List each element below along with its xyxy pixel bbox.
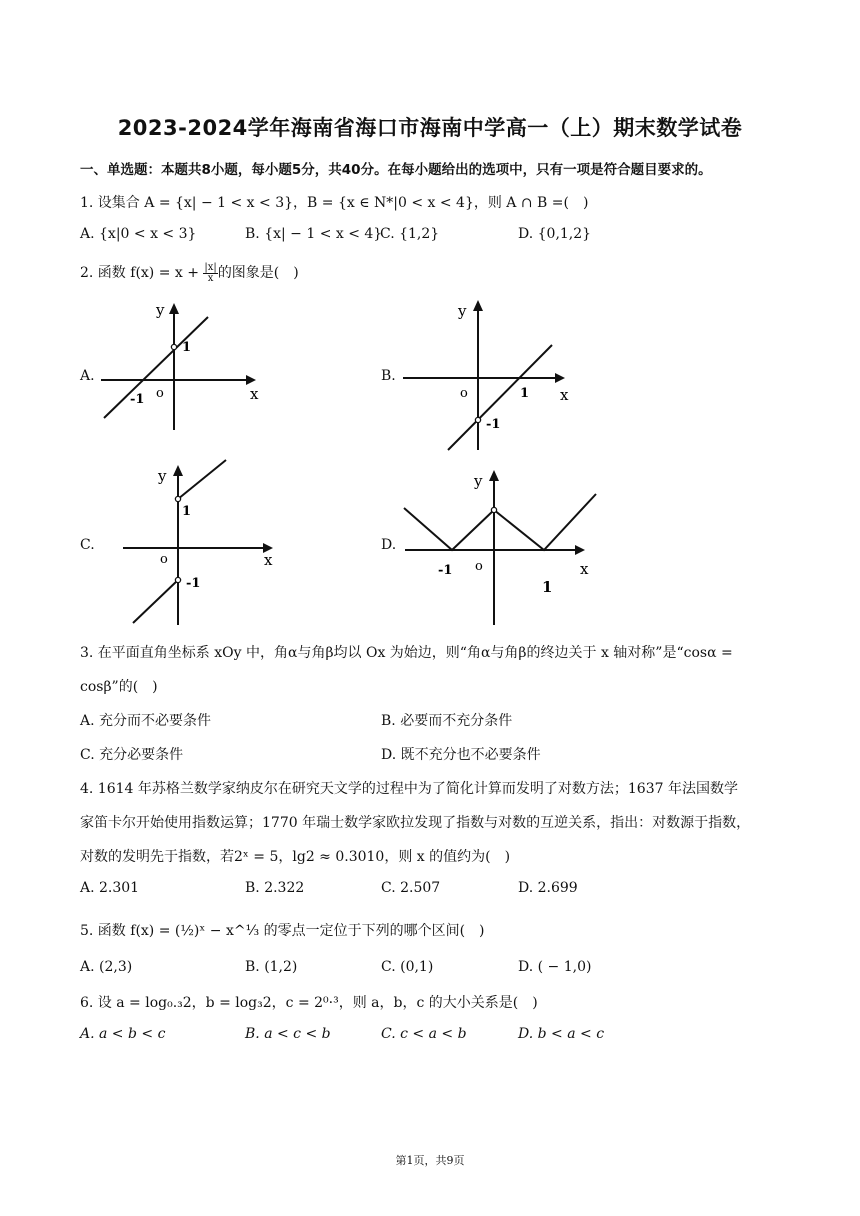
q4-option-a: A. 2.301 [80,880,140,896]
q6-option-c: C. c < a < b [381,1026,467,1042]
graph-d-x-label: x [580,560,589,578]
q1-option-d: D. {0,1,2} [518,226,592,242]
graph-a-x-label: x [250,385,259,403]
graph-c [118,455,288,630]
graph-b-tick-1: 1 [520,386,530,401]
q5-option-b: B. (1,2) [245,959,298,975]
graph-c-tick-1: 1 [182,504,192,519]
graph-b-tick-neg1: -1 [486,417,501,432]
question-1-stem: 1. 设集合 A = {x| − 1 < x < 3}，B = {x ∈ N*|0 < x < 4}，则 A ∩ B =( ) [80,195,589,211]
q3-option-b: B. 必要而不充分条件 [381,713,513,729]
graph-a [96,295,276,435]
graph-d [400,460,600,630]
q2-option-d-label: D. [381,537,397,553]
q4-option-b: B. 2.322 [245,880,305,896]
q2-stem-pre: 2. 函数 f(x) = x + [80,265,204,281]
graph-a-y-label: y [156,301,165,319]
question-4-line3: 对数的发明先于指数，若2ˣ = 5，lg2 ≈ 0.3010，则 x 的值约为( ) [80,849,511,865]
q2-option-c-label: C. [80,537,95,553]
q2-option-b-label: B. [381,368,396,384]
q6-option-b: B. a < c < b [245,1026,331,1042]
q1-option-b: B. {x| − 1 < x < 4} [245,226,383,242]
q4-option-c: C. 2.507 [381,880,441,896]
graph-d-y-label: y [474,472,483,490]
section-heading: 一、单选题：本题共8小题，每小题5分，共40分。在每小题给出的选项中，只有一项是符合题目要求的。 [80,162,712,178]
graph-d-tick-neg1: -1 [438,563,453,578]
page-title: 2023-2024学年海南省海口市海南中学高一（上）期末数学试卷 [117,116,743,140]
graph-b-origin: o [460,386,468,401]
q3-option-d: D. 既不充分也不必要条件 [381,747,541,763]
q2-fraction [203,263,217,284]
graph-d-tick-1: 1 [542,578,553,596]
q1-option-c: C. {1,2} [380,226,440,242]
page-footer: 第1页，共9页 [395,1154,465,1167]
q5-option-c: C. (0,1) [381,959,434,975]
q4-option-d: D. 2.699 [518,880,578,896]
graph-d-origin: o [475,559,483,574]
question-4-line1: 4. 1614 年苏格兰数学家纳皮尔在研究天文学的过程中为了简化计算而发明了对数方法；1637 年法国数学 [80,781,738,797]
q2-frac-num: |x| [204,261,217,273]
graph-b [398,290,583,455]
graph-b-y-label: y [458,302,467,320]
q5-option-a: A. (2,3) [80,959,133,975]
graph-a-tick-1: 1 [182,340,192,355]
q3-option-c: C. 充分必要条件 [80,747,184,763]
graph-a-origin: o [156,386,164,401]
q2-option-a-label: A. [80,368,95,384]
question-4-line2: 家笛卡尔开始使用指数运算；1770 年瑞士数学家欧拉发现了指数与对数的互逆关系，指出：对数源于指数， [80,815,751,831]
q2-stem-post: 的图象是( ) [217,265,299,281]
q6-option-d: D. b < a < c [518,1026,605,1042]
question-5-stem: 5. 函数 f(x) = (½)ˣ − x^⅓ 的零点一定位于下列的哪个区间( ) [80,923,485,939]
q6-option-a: A. a < b < c [80,1026,166,1042]
graph-c-x-label: x [264,551,273,569]
question-6-stem: 6. 设 a = log₀.₃2，b = log₃2，c = 2⁰·³，则 a，b，c 的大小关系是( ) [80,995,538,1011]
q3-option-a: A. 充分而不必要条件 [80,713,212,729]
graph-a-tick-neg1: -1 [130,392,145,407]
question-2-stem [80,262,299,284]
question-3-stem-line1: 3. 在平面直角坐标系 xOy 中，角α与角β均以 Ox 为始边，则“角α与角β的终边关于 x 轴对称”是“cosα = [80,645,733,661]
graph-b-x-label: x [560,386,569,404]
graph-c-y-label: y [158,467,167,485]
q5-option-d: D. ( − 1,0) [518,959,592,975]
question-3-stem-line2: cosβ”的( ) [80,679,158,695]
graph-c-tick-neg1: -1 [186,576,201,591]
graph-c-origin: o [160,552,168,567]
q1-option-a: A. {x|0 < x < 3} [80,226,197,242]
q2-frac-den: x [207,272,214,284]
